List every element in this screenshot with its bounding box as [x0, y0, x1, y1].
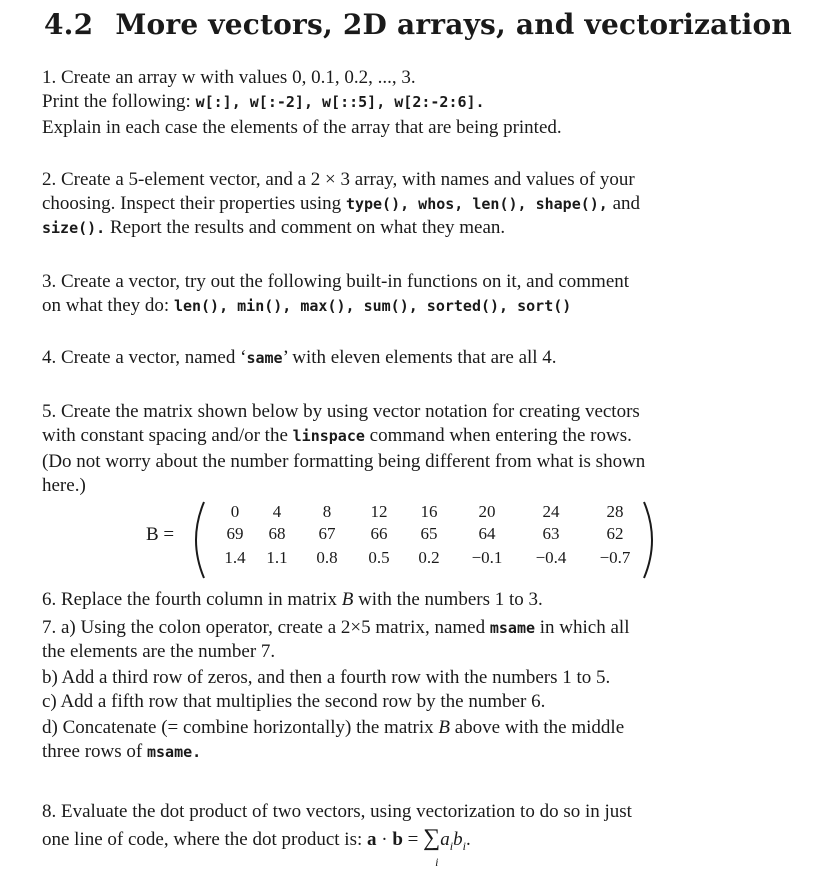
matrix-cell: 0.8	[316, 548, 338, 567]
ex3-line2	[42, 294, 571, 318]
ex7-line2: the elements are the number 7.	[42, 641, 276, 662]
term-b-index: i	[462, 838, 466, 853]
ex7-line6	[42, 740, 201, 764]
term-a-index: i	[449, 838, 454, 853]
ex5-line2-end: command when entering the rows.	[364, 425, 632, 446]
ex7-line1	[42, 616, 629, 640]
vector-b: b	[392, 829, 403, 850]
ex8-line2	[42, 825, 471, 869]
matrix-cell: 0.5	[368, 548, 390, 567]
matrix-cell: −0.7	[599, 548, 631, 567]
ex2-code-size: size().	[42, 219, 106, 237]
matrix-cell: 16	[420, 502, 438, 521]
ex8-line2-text: one line of code, where the dot product is:	[42, 829, 368, 850]
matrix-cell: −0.1	[471, 548, 503, 567]
ex1-line3: Explain in each case the elements of the array that are being printed.	[42, 117, 562, 138]
matrix-cell: 65	[420, 524, 438, 543]
ex7-var: B	[438, 717, 450, 738]
ex5-line3: (Do not worry about the number formatting being different from what is shown	[42, 451, 646, 472]
section-title	[44, 8, 792, 41]
matrix-cell: 66	[370, 524, 388, 543]
ex4-code: same	[246, 349, 283, 367]
ex7-line5	[42, 716, 624, 740]
ex7-line1-text: 7. a) Using the colon operator, create a 2×5 matrix, named	[42, 617, 490, 638]
term-b: b	[453, 829, 463, 850]
matrix-cell: 12	[370, 502, 388, 521]
ex6-end: with the numbers 1 to 3.	[353, 589, 543, 610]
matrix-label: B =	[146, 524, 175, 545]
ex5-line2	[42, 424, 632, 448]
matrix-left-paren	[186, 500, 208, 580]
ex7-line4: c) Add a fifth row that multiplies the second row by the number 6.	[42, 691, 546, 712]
period: .	[465, 829, 471, 850]
ex7-line6-text: three rows of	[42, 741, 147, 762]
matrix-cell: 63	[542, 524, 560, 543]
ex1-line2	[42, 90, 485, 114]
dot-operator: ·	[376, 829, 393, 850]
matrix-cell: 67	[318, 524, 336, 543]
ex2-line3-text: Report the results and comment on what they mean.	[105, 217, 506, 238]
ex5-line4: here.)	[42, 475, 86, 496]
ex7-code: msame	[489, 619, 536, 637]
ex5-line1: 5. Create the matrix shown below by using vector notation for creating vectors	[42, 401, 640, 422]
ex4-text: 4. Create a vector, named ‘	[42, 347, 247, 368]
matrix-cell: 20	[478, 502, 496, 521]
vector-a: a	[367, 829, 377, 850]
ex7-line1-end: in which all	[535, 617, 630, 638]
ex1-line2-text: Print the following:	[42, 91, 196, 112]
matrix-right-paren	[640, 500, 662, 580]
ex7-code-msame: msame.	[147, 743, 202, 761]
ex2-line2	[42, 192, 640, 216]
ex3-line2-text: on what they do:	[42, 295, 174, 316]
matrix-cell: 0	[230, 502, 240, 521]
ex4-end: ’ with eleven elements that are all 4.	[282, 347, 557, 368]
matrix-cell: 28	[606, 502, 624, 521]
ex2-line1: 2. Create a 5-element vector, and a 2 × 3 array, with names and values of your	[42, 169, 635, 190]
matrix-cell: 1.4	[224, 548, 246, 567]
matrix-cell: 1.1	[266, 548, 288, 567]
ex2-line2-text: choosing. Inspect their properties using	[42, 193, 346, 214]
ex4-line1	[42, 346, 557, 370]
ex7-line3: b) Add a third row of zeros, and then a fourth row with the numbers 1 to 5.	[42, 667, 611, 688]
ex1-line1: 1. Create an array w with values 0, 0.1, 0.2, ..., 3.	[42, 67, 416, 88]
matrix-cell: 69	[226, 524, 244, 543]
ex2-code: type(), whos, len(), shape(),	[345, 195, 608, 213]
ex6-line1	[42, 588, 543, 612]
term-a: a	[440, 829, 450, 850]
ex7-line5-end: above with the middle	[450, 717, 625, 738]
ex2-line3	[42, 216, 505, 240]
ex3-code: len(), min(), max(), sum(), sorted(), sort()	[173, 297, 572, 315]
matrix-cell: 68	[268, 524, 286, 543]
ex3-line1: 3. Create a vector, try out the following built-in functions on it, and comment	[42, 271, 630, 292]
matrix-cell: 64	[478, 524, 496, 543]
matrix-cell: 24	[542, 502, 560, 521]
sum-symbol	[423, 825, 441, 869]
ex8-line1: 8. Evaluate the dot product of two vectors, using vectorization to do so in just	[42, 801, 632, 822]
matrix-cell: 62	[606, 524, 624, 543]
matrix-cell: 0.2	[418, 548, 440, 567]
ex7-line5-text: d) Concatenate (= combine horizontally) the matrix	[42, 717, 439, 738]
matrix-cell: 4	[272, 502, 282, 521]
ex2-line2-end: and	[607, 193, 641, 214]
ex6-var: B	[341, 589, 354, 610]
section-number: 4.2	[44, 8, 94, 41]
ex5-line2-text: with constant spacing and/or the	[42, 425, 293, 446]
sum-sign: ∑	[423, 825, 441, 851]
sum-index: i	[435, 855, 439, 869]
equals-sign: =	[402, 829, 424, 850]
matrix-cell: 8	[322, 502, 332, 521]
ex5-code: linspace	[292, 427, 365, 445]
matrix-cell: −0.4	[535, 548, 567, 567]
ex1-code: w[:], w[:-2], w[::5], w[2:-2:6].	[195, 93, 485, 111]
ex6-text: 6. Replace the fourth column in matrix	[42, 589, 342, 610]
section-title-text: More vectors, 2D arrays, and vectorization	[115, 8, 792, 41]
